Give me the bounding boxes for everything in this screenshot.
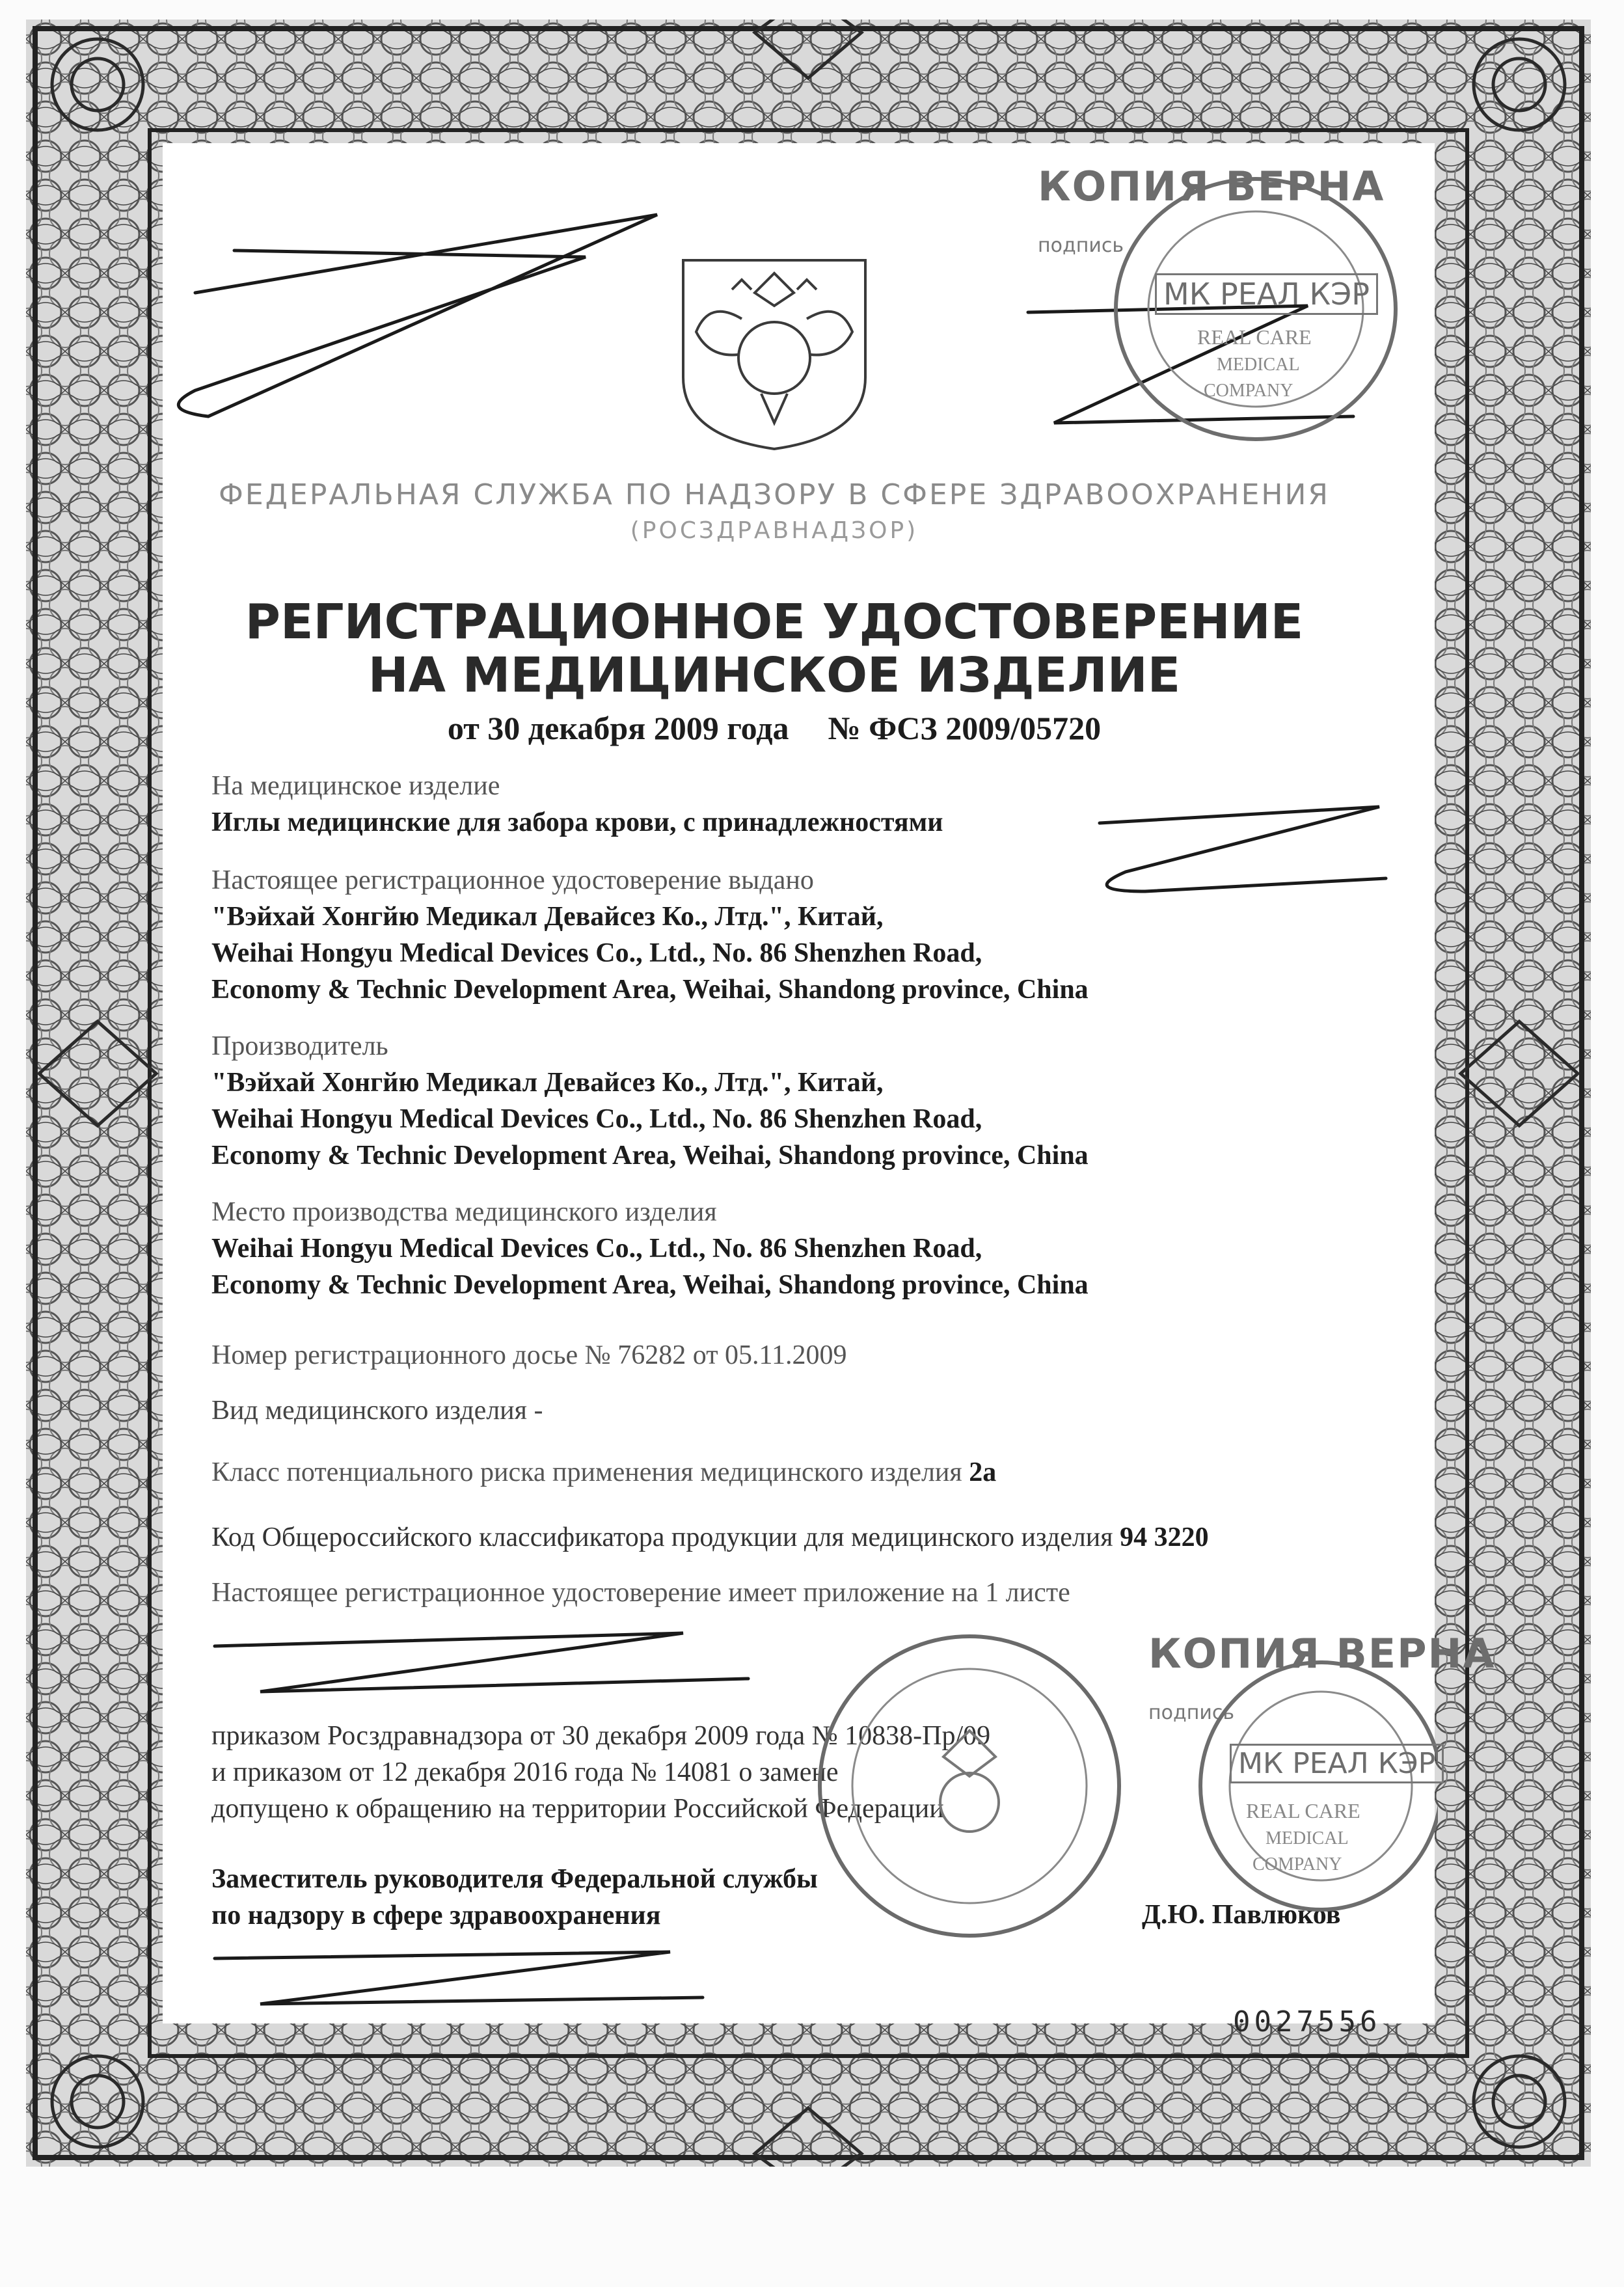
signature-label: подпись <box>1038 234 1124 257</box>
certificate-date: от 30 декабря 2009 года <box>447 710 789 746</box>
company-seal-bottom-en3: COMPANY <box>1252 1854 1342 1874</box>
cancel-stroke-orders <box>215 1633 748 1692</box>
okp-code-value: 94 3220 <box>1120 1522 1209 1552</box>
issued-to-line: Weihai Hongyu Medical Devices Co., Ltd., No. 86 Shenzhen Road, <box>211 938 982 968</box>
production-site-section <box>211 1194 1357 1303</box>
title-line-1: РЕГИСТРАЦИОННОЕ УДОСТОВЕРЕНИЕ <box>245 594 1304 650</box>
signatory-title <box>211 1861 818 1934</box>
issued-to-section <box>211 862 1357 1008</box>
document-title <box>195 595 1353 702</box>
manufacturer-line: Weihai Hongyu Medical Devices Co., Ltd., No. 86 Shenzhen Road, <box>211 1104 982 1134</box>
okp-code-row <box>211 1519 1357 1556</box>
dossier-number: Номер регистрационного досье № 76282 от 05.11.2009 <box>211 1340 847 1370</box>
agency-short-name: (РОСЗДРАВНАДЗОР) <box>630 517 919 544</box>
cancel-stroke-top-left <box>178 215 657 416</box>
cancel-stroke-bottom <box>215 1952 703 2004</box>
company-seal-top-en1: REAL CARE <box>1197 325 1312 349</box>
orders-section <box>211 1718 1357 1827</box>
okp-code-label: Код Общероссийского классификатора продукции для медицинского изделия <box>211 1522 1113 1552</box>
company-seal-bottom-en2: MEDICAL <box>1265 1828 1349 1848</box>
risk-class-label: Класс потенциального риска применения медицинского изделия <box>211 1457 962 1487</box>
manufacturer-label: Производитель <box>211 1031 388 1061</box>
production-site-line: Weihai Hongyu Medical Devices Co., Ltd., No. 86 Shenzhen Road, <box>211 1234 982 1264</box>
manufacturer-section <box>211 1028 1357 1174</box>
manufacturer-line: "Вэйхай Хонгйю Медикал Девайсез Ко., Лтд.", Китай, <box>211 1068 884 1098</box>
signatory-title-line-2: по надзору в сфере здравоохранения <box>211 1901 661 1930</box>
production-site-line: Economy & Technic Development Area, Weihai, Shandong province, China <box>211 1270 1089 1300</box>
manufacturer-line: Economy & Technic Development Area, Weihai, Shandong province, China <box>211 1141 1089 1171</box>
copy-verified-label: КОПИЯ ВЕРНА <box>1038 163 1385 210</box>
device-type: Вид медицинского изделия - <box>211 1396 543 1426</box>
company-seal-bottom <box>1191 1656 1438 1916</box>
signatory-name: Д.Ю. Павлюков <box>1142 1900 1341 1930</box>
issued-to-label: Настоящее регистрационное удостоверение выдано <box>211 865 814 895</box>
order-line: приказом Росздравнадзора от 30 декабря 2009 года № 10838-Пр/09 <box>211 1721 991 1751</box>
agency-round-seal <box>810 1627 1129 1945</box>
issued-to-line: "Вэйхай Хонгйю Медикал Девайсез Ко., Лтд.", Китай, <box>211 902 884 932</box>
risk-class-row <box>211 1454 1357 1491</box>
appendix-note: Настоящее регистрационное удостоверение имеет приложение на 1 листе <box>211 1578 1070 1608</box>
copy-verified-label-bottom: КОПИЯ ВЕРНА <box>1148 1630 1496 1677</box>
company-seal-top-en2: MEDICAL <box>1217 355 1300 375</box>
signature-label-bottom: подпись <box>1148 1701 1234 1724</box>
issued-to-line: Economy & Technic Development Area, Weihai, Shandong province, China <box>211 975 1089 1005</box>
device-section <box>211 768 1357 841</box>
order-line: и приказом от 12 декабря 2016 года № 14081 о замене <box>211 1757 839 1787</box>
agency-name: ФЕДЕРАЛЬНАЯ СЛУЖБА ПО НАДЗОРУ В СФЕРЕ ЗДРАВООХРАНЕНИЯ <box>218 478 1331 511</box>
title-line-2: НА МЕДИЦИНСКОЕ ИЗДЕЛИЕ <box>368 647 1181 703</box>
certificate-number: № ФСЗ 2009/05720 <box>828 710 1102 746</box>
certificate-date-number <box>195 709 1353 747</box>
coat-of-arms-icon <box>670 234 878 455</box>
signatory-title-line-1: Заместитель руководителя Федеральной службы <box>211 1864 818 1894</box>
order-line: допущено к обращению на территории Российской Федерации <box>211 1794 944 1824</box>
company-seal-bottom-en1: REAL CARE <box>1246 1799 1360 1822</box>
company-seal-top-name: МК РЕАЛ КЭР <box>1155 273 1378 315</box>
risk-class-value: 2а <box>969 1457 997 1487</box>
production-site-label: Место производства медицинского изделия <box>211 1197 717 1227</box>
company-seal-top-en3: COMPANY <box>1204 381 1293 401</box>
device-label: На медицинское изделие <box>211 771 500 801</box>
company-seal-bottom-name: МК РЕАЛ КЭР <box>1230 1744 1444 1783</box>
device-value: Иглы медицинские для забора крови, с принадлежностями <box>211 807 943 837</box>
serial-number: 0027556 <box>1233 2005 1381 2038</box>
